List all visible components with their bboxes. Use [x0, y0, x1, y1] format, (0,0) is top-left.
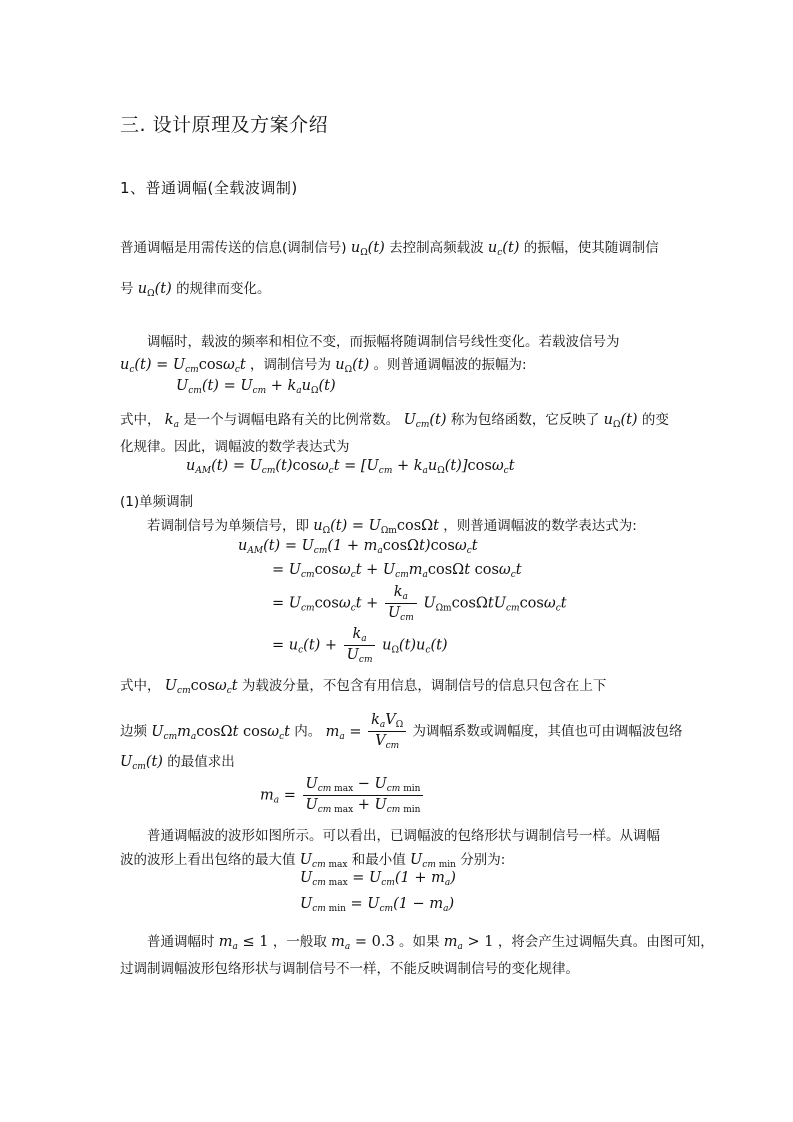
- para5-line2: 波的波形上看出包络的最大值 $U_{cm max}$ 和最小值 $U_{cm min}$ 分别为:: [120, 852, 506, 870]
- formula-expand-3: = $U_{cm}\cos\omega_ct$ + $\frac{k_a}{U_{cm}}$ $U_{\Omega m}\cos\Omega tU_{cm}\cos\omega_ct$: [272, 584, 567, 623]
- formula-uam: $u_{AM}(t) = U_{cm}(t)\cos\omega_ct = [U_{cm} + k_au_\Omega(t)]\cos\omega_ct$: [186, 458, 515, 476]
- formula-envelope: $U_{cm}(t) = U_{cm} + k_au_\Omega(t)$: [176, 378, 336, 396]
- single-freq-line: 若调制信号为单频信号，即 $u_\Omega(t) = U_{\Omega m}\cos\Omega t$ ，则普通调幅波的数学表达式为:: [147, 518, 637, 536]
- formula-ucm-max: $U_{cm max} = U_{cm}(1 + m_a)$: [300, 870, 456, 888]
- formula-expand-4: = $u_c(t)$ + $\frac{k_a}{U_{cm}}$ $u_\Omega(t)u_c(t)$: [272, 626, 448, 665]
- para5-line1: 普通调幅波的波形如图所示。可以看出，已调幅波的包络形状与调制信号一样。从调幅: [147, 828, 660, 844]
- para3-line1: 式中， $k_a$ 是一个与调幅电路有关的比例常数。 $U_{cm}(t)$ 称为包络函数，它反映了 $u_\Omega(t)$ 的变: [120, 412, 669, 430]
- formula-ma: $m_a$ = $\frac{k_aV_\Omega}{V_{cm}}$: [326, 724, 409, 740]
- formula-expand-2: = $U_{cm}\cos\omega_ct + U_{cm}m_a\cos\Omega t$ cosω$_c$t: [272, 562, 522, 580]
- para6-line2: 过调制调幅波形包络形状与调制信号不一样，不能反映调制信号的变化规律。: [120, 961, 579, 977]
- para1-line2: 号 $u_\Omega(t)$ 的规律而变化。: [120, 281, 271, 299]
- section-title: 三. 设计原理及方案介绍: [120, 114, 329, 136]
- para3-line2: 化规律。因此，调幅波的数学表达式为: [120, 439, 350, 455]
- formula-ma-from-envelope: $m_a$ = $\frac{U_{cm max} - U_{cm min}}{U_{cm max} + U_{cm min}}$: [260, 776, 425, 815]
- para4-line1: 式中， $U_{cm}\cos\omega_ct$ 为载波分量，不包含有用信息，调制信号的信息只包含在上下: [120, 678, 607, 696]
- para1-line1: 普通调幅是用需传送的信息(调制信号) $u_\Omega(t)$ 去控制高频载波 $u_c(t)$ 的振幅，使其随调制信: [120, 240, 659, 258]
- formula-ucm-min: $U_{cm min} = U_{cm}(1 - m_a)$: [300, 896, 455, 914]
- para2-line2: $u_c(t) = U_{cm}\cos\omega_ct$ ，调制信号为 $u_\Omega(t)$ 。则普通调幅波的振幅为:: [120, 357, 527, 375]
- formula-carrier: $u_c(t) = U_{cm}\cos\omega_ct$: [120, 357, 246, 375]
- para2-line1: 调幅时，载波的频率和相位不变，而振幅将随调制信号线性变化。若载波信号为: [147, 334, 620, 350]
- para4-line2: 边频 $U_{cm}m_a\cos\Omega t$ cosω$_c$t 内。 $m_a$ = $\frac{k_aV_\Omega}{V_{cm}}$ 为调幅系数或调幅度，其值也可由调幅波包络: [120, 712, 683, 751]
- formula-u-omega: $u_\Omega(t)$: [350, 240, 385, 258]
- single-freq-heading: (1)单频调制: [120, 494, 194, 510]
- formula-uc: $u_c(t)$: [487, 240, 520, 258]
- formula-u-omega: $u_\Omega(t)$: [335, 357, 370, 375]
- subsection-title: 1、普通调幅(全载波调制): [120, 179, 298, 197]
- formula-u-omega: $u_\Omega(t)$: [137, 281, 172, 299]
- para6-line1: 普通调幅时 $m_a \le 1$ ，一般取 $m_a = 0.3$ 。如果 $m_a > 1$ ，将会产生过调幅失真。由图可知，: [147, 934, 714, 952]
- para4-line3: $U_{cm}(t)$ 的最值求出: [120, 754, 235, 772]
- formula-expand-1: $u_{AM}(t) = U_{cm}(1 + m_a\cos\Omega t)\cos\omega_ct$: [238, 538, 478, 556]
